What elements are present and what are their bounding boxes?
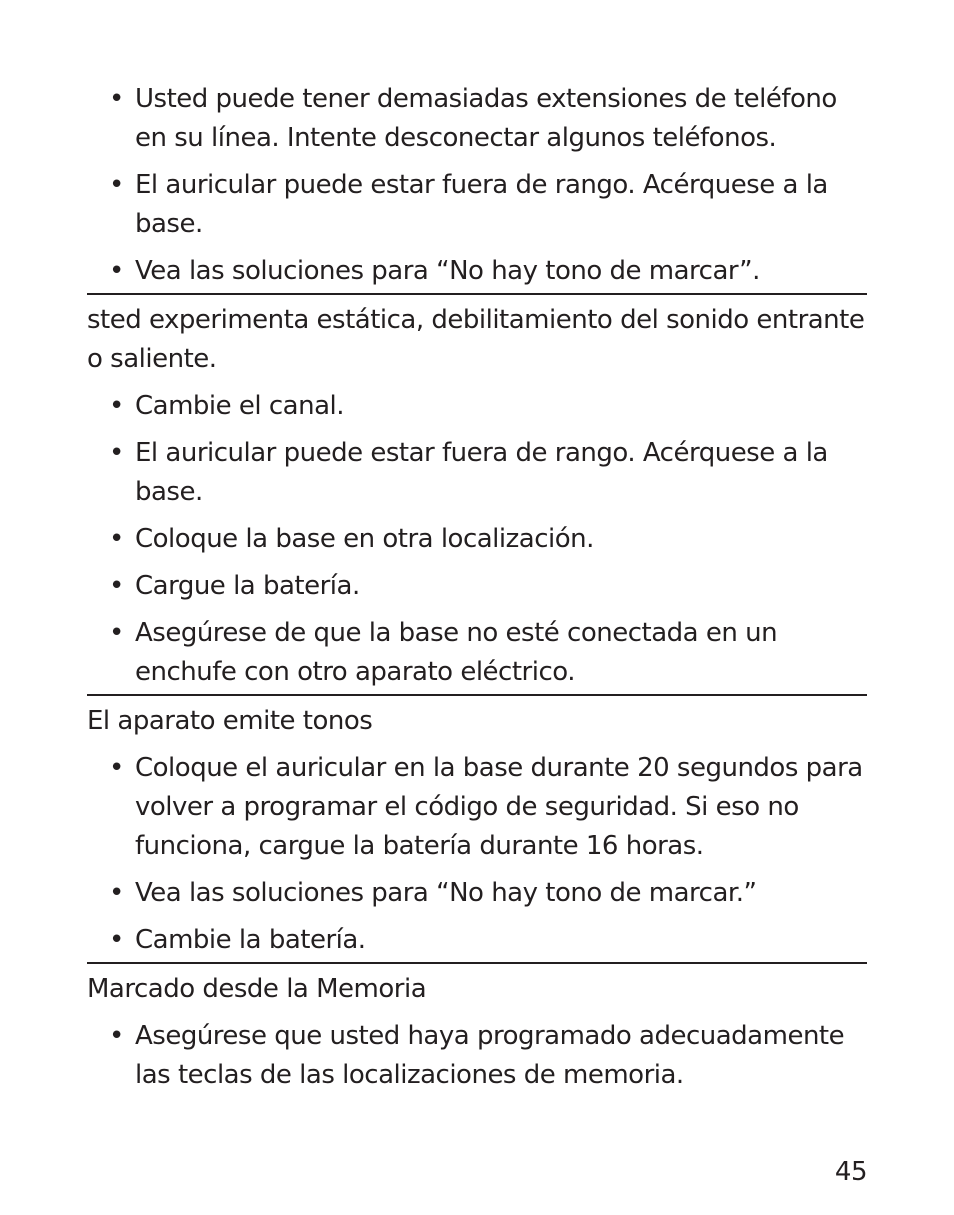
list-item-text: Coloque el auricular en la base durante 20 segundos para volver a programar el código de seguridad. Si eso no funciona, cargue la batería durante 16 horas. xyxy=(135,753,863,861)
list-item-text: Vea las soluciones para “No hay tono de marcar”. xyxy=(135,256,760,286)
list-item xyxy=(87,80,867,158)
list-item xyxy=(87,614,867,692)
bullet-list xyxy=(87,1017,867,1095)
list-item-text: Coloque la base en otra localización. xyxy=(135,524,594,554)
manual-page xyxy=(87,80,867,1103)
list-item-text: Cambie el canal. xyxy=(135,391,345,421)
list-item-text: Asegúrese que usted haya programado adecuadamente las teclas de las localizaciones de memoria. xyxy=(135,1021,845,1090)
page-number: 45 xyxy=(834,1157,867,1187)
section-divider xyxy=(87,962,867,964)
list-item xyxy=(87,520,867,559)
bullet-icon: • xyxy=(109,256,124,286)
list-item-text: Vea las soluciones para “No hay tono de marcar.” xyxy=(135,878,757,908)
bullet-icon: • xyxy=(109,438,124,468)
section-4 xyxy=(87,970,867,1095)
bullet-list xyxy=(87,80,867,291)
bullet-icon: • xyxy=(109,170,124,200)
bullet-icon: • xyxy=(109,753,124,783)
bullet-icon: • xyxy=(109,391,124,421)
list-item-text: El auricular puede estar fuera de rango. Acérquese a la base. xyxy=(135,170,828,239)
list-item xyxy=(87,874,867,913)
list-item xyxy=(87,252,867,291)
list-item-text: El auricular puede estar fuera de rango. Acérquese a la base. xyxy=(135,438,828,507)
list-item xyxy=(87,921,867,960)
section-2 xyxy=(87,301,867,692)
bullet-list xyxy=(87,387,867,692)
bullet-icon: • xyxy=(109,925,124,955)
bullet-icon: • xyxy=(109,1021,124,1051)
section-heading: Marcado desde la Memoria xyxy=(87,974,427,1004)
section-heading: El aparato emite tonos xyxy=(87,706,373,736)
section-divider xyxy=(87,694,867,696)
bullet-list xyxy=(87,749,867,960)
bullet-icon: • xyxy=(109,618,124,648)
section-3 xyxy=(87,702,867,960)
bullet-icon: • xyxy=(109,878,124,908)
section-divider xyxy=(87,293,867,295)
section-1 xyxy=(87,80,867,291)
list-item xyxy=(87,387,867,426)
list-item xyxy=(87,1017,867,1095)
section-heading: sted experimenta estática, debilitamiento del sonido entrante o saliente. xyxy=(87,305,865,374)
bullet-icon: • xyxy=(109,571,124,601)
list-item-text: Usted puede tener demasiadas extensiones de teléfono en su línea. Intente desconectar algunos teléfonos. xyxy=(135,84,837,153)
list-item xyxy=(87,567,867,606)
list-item-text: Asegúrese de que la base no esté conectada en un enchufe con otro aparato eléctrico. xyxy=(135,618,778,687)
bullet-icon: • xyxy=(109,524,124,554)
bullet-icon: • xyxy=(109,84,124,114)
list-item xyxy=(87,434,867,512)
list-item xyxy=(87,749,867,866)
list-item-text: Cargue la batería. xyxy=(135,571,360,601)
list-item xyxy=(87,166,867,244)
list-item-text: Cambie la batería. xyxy=(135,925,366,955)
